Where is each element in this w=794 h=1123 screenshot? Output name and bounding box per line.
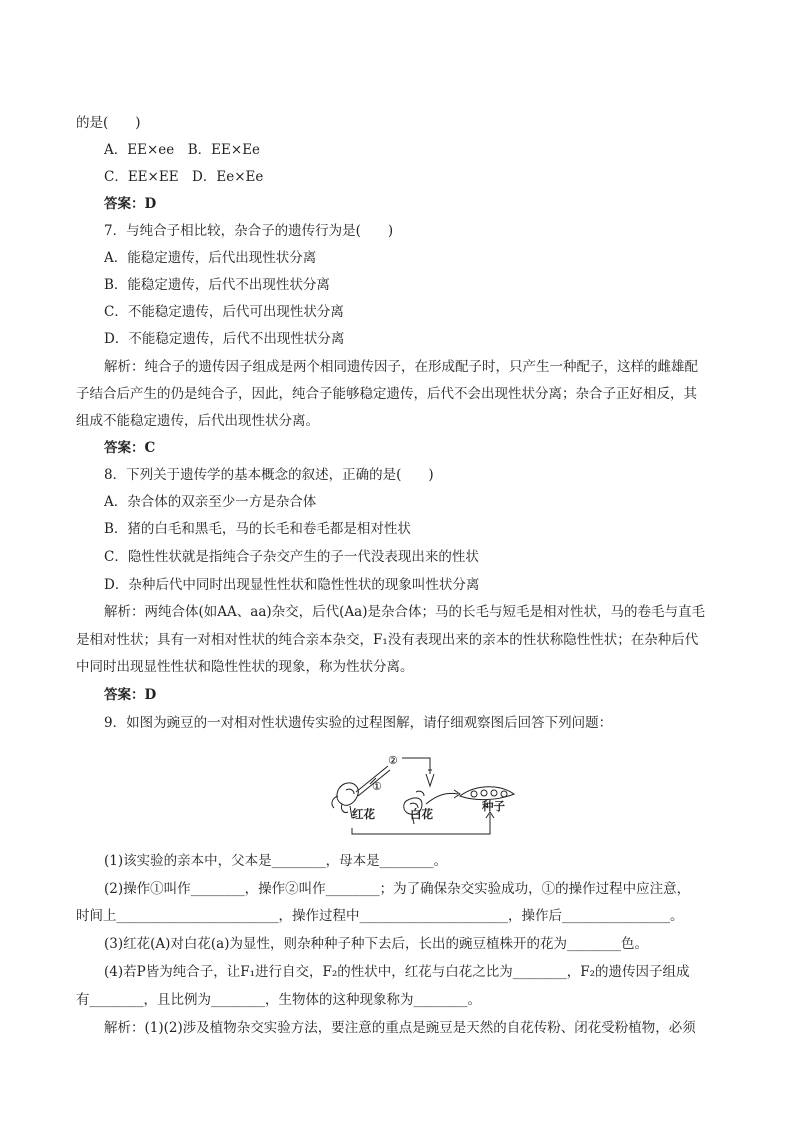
pea-cross-figure (330, 744, 520, 840)
arrow-icon (426, 790, 460, 804)
brush-icon (402, 758, 434, 786)
text-line: 是相对性状；具有一对相对性状的纯合亲本杂交，F₁没有表现出来的亲本的性状称隐性性状；在杂种后代 (76, 632, 699, 648)
text-line: 组成不能稳定遗传，后代出现性状分离。 (76, 413, 319, 429)
text-line: 时间上________________________，操作过程中______________________，操作后________________。 (76, 908, 684, 924)
text-line: 有________，且比例为________，生物体的这种现象称为________。 (76, 992, 481, 1008)
answer-line: 答案：D (104, 687, 157, 703)
text-line: A．EE×ee B．EE×Ee (104, 142, 261, 158)
text-line: 解析：纯合子的遗传因子组成是两个相同遗传因子，在形成配子时，只产生一种配子，这样的雌雄配 (104, 359, 698, 375)
text-line: B．能稳定遗传，后代不出现性状分离 (104, 277, 330, 293)
answer-line: 答案：D (104, 196, 157, 212)
text-line: (2)操作①叫作________，操作②叫作________；为了确保杂交实验成功，①的操作过程中应注意， (104, 881, 691, 897)
text-line: 9．如图为豌豆的一对相对性状遗传实验的过程图解，请仔细观察图后回答下列问题： (104, 715, 613, 731)
text-line: C．不能稳定遗传，后代可出现性状分离 (104, 304, 344, 320)
text-line: 解析：两纯合体(如AA、aa)杂交，后代(Aa)是杂合体；马的长毛与短毛是相对性状，马的卷毛与直毛 (104, 604, 705, 620)
text-line: D．杂种后代中同时出现显性性状和隐性性状的现象叫性状分离 (104, 577, 480, 593)
text-line: D．不能稳定遗传，后代不出现性状分离 (104, 331, 345, 347)
text-line: C．隐性性状就是指纯合子杂交产生的子一代没表现出来的性状 (104, 549, 479, 565)
text-line: (4)若P皆为纯合子，让F₁进行自交，F₂的性状中，红花与白花之比为________，F₂的遗传因子组成 (104, 964, 690, 980)
text-line: 中同时出现显性性状和隐性性状的现象，称为性状分离。 (76, 659, 414, 675)
pea-cross-illustration (330, 744, 520, 840)
label-red-flower: 红花 (352, 807, 375, 821)
text-line: (1)该实验的亲本中，父本是________，母本是________。 (104, 853, 448, 869)
text-line: C．EE×EE D．Ee×Ee (104, 169, 264, 185)
marker-1: ① (372, 780, 382, 793)
text-line: 解析：(1)(2)涉及植物杂交实验方法，要注意的重点是豌豆是天然的自花传粉、闭花受粉植物，必须 (104, 1020, 696, 1036)
text-line: B．猪的白毛和黑毛，马的长毛和卷毛都是相对性状 (104, 521, 411, 537)
text-line: 8．下列关于遗传学的基本概念的叙述，正确的是( ) (104, 467, 434, 483)
text-line: 的是( ) (76, 115, 141, 131)
text-line: (3)红花(A)对白花(a)为显性，则杂种种子种下去后，长出的豌豆植株开的花为________色。 (104, 936, 648, 952)
text-line: 7．与纯合子相比较，杂合子的遗传行为是( ) (104, 223, 394, 239)
marker-2: ② (388, 754, 398, 767)
text-line: 子结合后产生的仍是纯合子，因此，纯合子能够稳定遗传，后代不会出现性状分离；杂合子正好相反，其 (76, 386, 697, 402)
label-seed: 种子 (482, 799, 505, 813)
text-line: A．杂合体的双亲至少一方是杂合体 (104, 494, 317, 510)
text-line: A．能稳定遗传，后代出现性状分离 (104, 250, 317, 266)
answer-line: 答案：C (104, 440, 156, 456)
label-white-flower: 白花 (410, 807, 433, 821)
